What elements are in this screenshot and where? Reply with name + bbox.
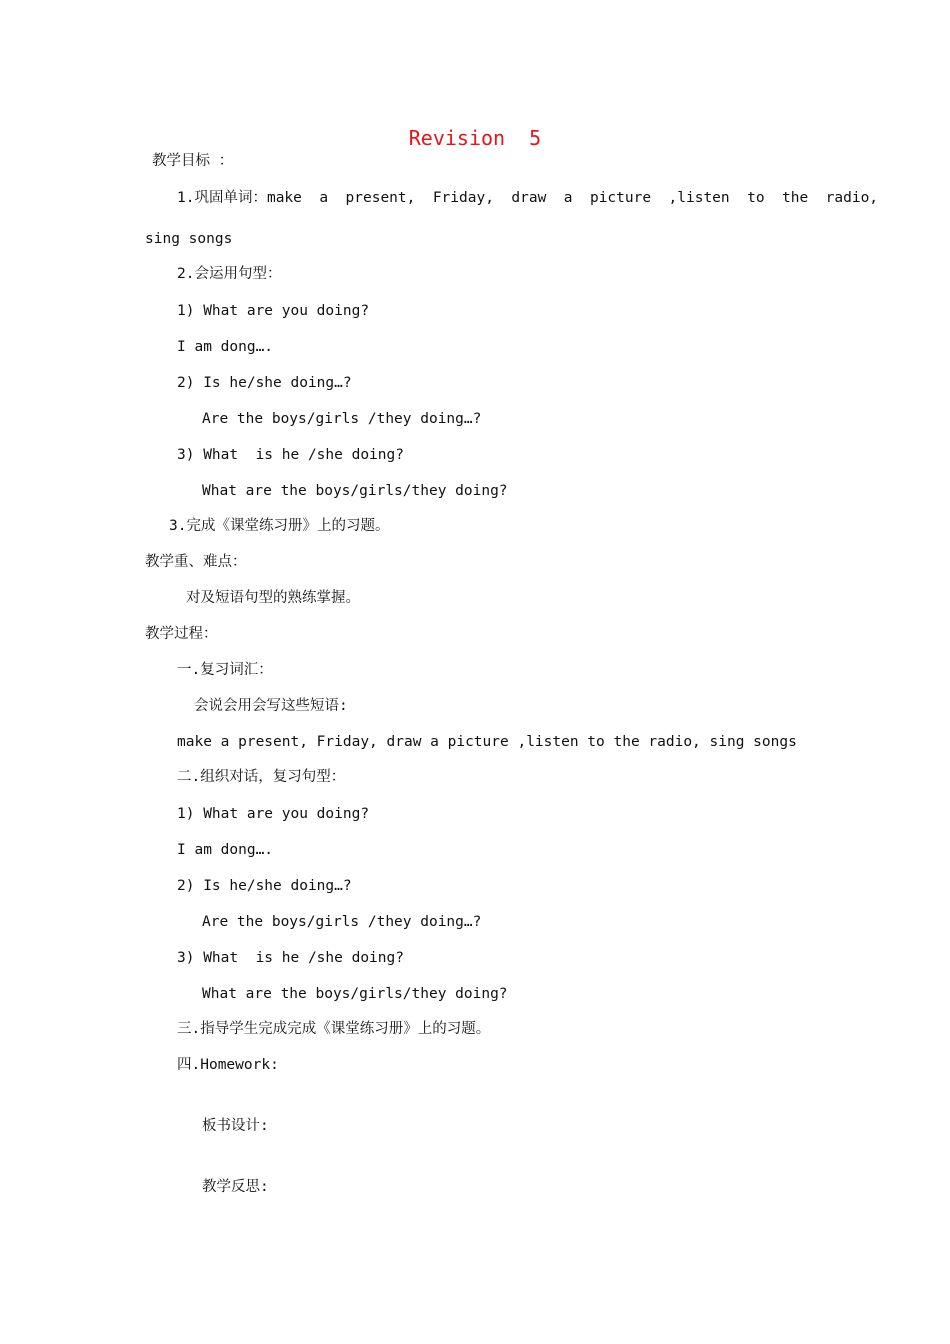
process-step-1-sub: 会说会用会写这些短语: (194, 698, 348, 714)
objective-sentence-1a: 1) What are you doing? (177, 303, 370, 319)
process-step-2: 二.组织对话，复习句型： (177, 769, 346, 785)
objective-sentence-3a: 3) What is he /she doing? (177, 447, 404, 463)
objective-sentence-1b: I am dong…. (177, 339, 274, 355)
process-heading: 教学过程： (145, 626, 218, 642)
process-step-1: 一.复习词汇： (177, 662, 273, 678)
process-step-3: 三.指导学生完成完成《课堂练习册》上的习题。 (177, 1021, 491, 1037)
process-sentence-1a: 1) What are you doing? (177, 806, 370, 822)
process-step-4: 四.Homework: (177, 1057, 279, 1073)
objective-sentence-2a: 2) Is he/she doing…? (177, 375, 352, 391)
objective-2: 2.会运用句型： (177, 266, 282, 282)
objectives-heading: 教学目标 ： (152, 153, 234, 169)
process-sentence-3a: 3) What is he /she doing? (177, 950, 404, 966)
objective-1-line-1: 1.巩固单词：make a present, Friday, draw a picture ,listen to the radio, (177, 190, 879, 206)
process-sentence-2b: Are the boys/girls /they doing…? (202, 914, 482, 930)
document-title: Revision 5 (408, 126, 542, 150)
process-sentence-3b: What are the boys/girls/they doing? (202, 986, 508, 1002)
process-sentence-2a: 2) Is he/she doing…? (177, 878, 352, 894)
objective-1-line-2: sing songs (145, 231, 233, 247)
process-step-1-words: make a present, Friday, draw a picture ,listen to the radio, sing songs (177, 734, 797, 750)
board-design-heading: 板书设计: (202, 1118, 269, 1134)
key-points-heading: 教学重、难点： (145, 554, 247, 570)
key-points-text: 对及短语句型的熟练掌握。 (186, 590, 360, 606)
reflection-heading: 教学反思: (202, 1179, 269, 1195)
process-sentence-1b: I am dong…. (177, 842, 274, 858)
objective-sentence-3b: What are the boys/girls/they doing? (202, 483, 508, 499)
objective-3: 3.完成《课堂练习册》上的习题。 (169, 518, 390, 534)
objective-sentence-2b: Are the boys/girls /they doing…? (202, 411, 482, 427)
